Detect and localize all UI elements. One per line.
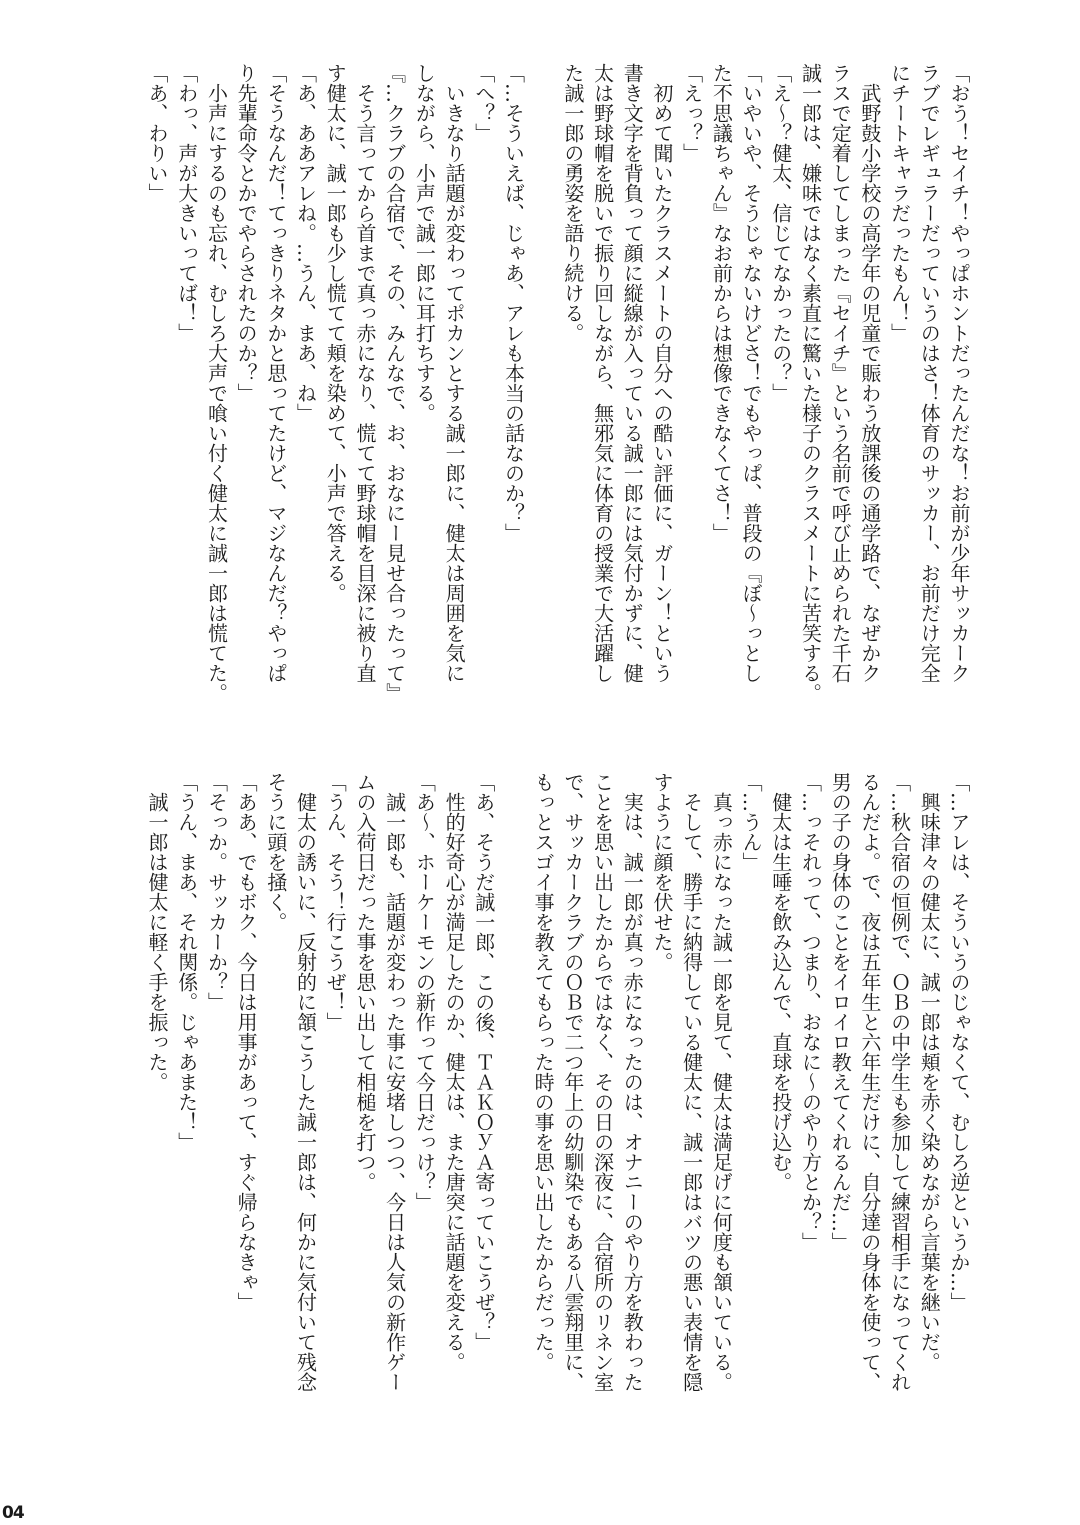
text-line: 『…クラブの合宿で、その、みんなで、お、おなにー見せ合ったって』 (382, 63, 407, 703)
text-line: 健太は生唾を飲み込んで、直球を投げ込む。 (768, 772, 793, 1192)
text-line: 「うん、まあ、それ関係。じゃあまた！」 (174, 772, 199, 1152)
text-line: 健太の誘いに、反射的に頷こうした誠一郎は、何かに気付いて残念 (293, 772, 318, 1392)
text-line (498, 772, 528, 1422)
text-line: にチートキャラだったもん！」 (887, 63, 912, 343)
text-line: ことを思い出したからではなく、その日の深夜に、合宿所のリネン室 (590, 772, 615, 1392)
text-line: 「いやいや、そうじゃないけどさ！でもやっぱ、普段の『ぼ～っとし (739, 63, 764, 683)
text-line: 性的好奇心が満足したのか、健太は、また唐突に話題を変える。 (442, 772, 467, 1372)
text-line: 「あ、ああアレね。…うん、まあ、ね」 (293, 63, 318, 423)
text-line: るんだよ。で、夜は五年生と六年生だけに、自分達の身体を使って、 (857, 772, 882, 1392)
text-line: ムの入荷日だった事を思い出して相槌を打つ。 (352, 772, 377, 1192)
text-line: 「そうなんだ！てっきりネタかと思ってたけど、マジなんだ？やっぱ (263, 63, 288, 683)
text-line: 興味津々の健太に、誠一郎は頬を赤く染めながら言葉を継いだ。 (917, 772, 942, 1372)
text-line: ラブでレギュラーだっていうのはさ！体育のサッカー、お前だけ完全 (917, 63, 942, 683)
text-line: 真っ赤になった誠一郎を見て、健太は満足げに何度も頷いている。 (709, 772, 734, 1392)
text-block-top (141, 63, 973, 713)
text-line: 太は野球帽を脱いで振り回しながら、無邪気に体育の授業で大活躍し (590, 63, 615, 683)
text-line: 誠一郎も、話題が変わった事に安堵しつつ、今日は人気の新作ゲー (382, 772, 407, 1392)
text-line: 「あ、そうだ誠一郎、この後、ＴＡＫＯｙＡ寄っていこうぜ？」 (471, 772, 496, 1352)
text-line: 男の子の身体のことをイロイロ教えてくれるんだ…」 (828, 772, 853, 1252)
text-line: り先輩命令とかでやらされたのか？」 (234, 63, 259, 403)
text-line: そして、勝手に納得している健太に、誠一郎はバツの悪い表情を隠 (679, 772, 704, 1392)
text-line: た誠一郎の勇姿を語り続ける。 (560, 63, 585, 343)
text-line: 書き文字を背負って顔に縦線が入っている誠一郎には気付かずに、健 (620, 63, 645, 683)
text-line: す健太に、誠一郎も少し慌てて頬を染めて、小声で答える。 (323, 63, 348, 603)
text-line: ラスで定着してしまった『セイチ』という名前で呼び止められた千石 (828, 63, 853, 683)
text-line: しながら、小声で誠一郎に耳打ちする。 (412, 63, 437, 423)
text-line: 誠一郎は健太に軽く手を振った。 (145, 772, 170, 1092)
text-line: もっとスゴイ事を教えてもらった時の事を思い出したからだった。 (531, 772, 556, 1372)
text-line: 誠一郎は、嫌味ではなく素直に驚いた様子のクラスメートに苦笑する。 (798, 63, 823, 703)
text-line: 「え～？健太、信じてなかったの？」 (768, 63, 793, 403)
text-line: そう言ってから首まで真っ赤になり、慌てて野球帽を目深に被り直 (352, 63, 377, 683)
text-line: 「おう！セイチ！やっぱホントだったんだな！お前が少年サッカーク (947, 63, 971, 683)
text-line: 武野鼓小学校の高学年の児童で賑わう放課後の通学路で、なぜかク (857, 63, 882, 683)
text-line: 「そっか。サッカーか？」 (204, 772, 229, 1012)
text-line: で、サッカークラブのＯＢで二つ年上の幼馴染でもある八雲翔里に、 (560, 772, 585, 1392)
text-line: いきなり話題が変わってポカンとする誠一郎に、健太は周囲を気に (442, 63, 467, 683)
text-line: 「えっ？」 (679, 63, 704, 163)
text-line (527, 63, 557, 713)
text-line: 「…そういえば、じゃあ、アレも本当の話なのか？」 (501, 63, 526, 543)
text-line: 実は、誠一郎が真っ赤になったのは、オナニーのやり方を教わった (620, 772, 645, 1392)
text-line: 「うん、そう！行こうぜ！」 (323, 772, 348, 1032)
text-line: た不思議ちゃん』なお前からは想像できなくてさ！」 (709, 63, 734, 543)
text-line: 「わっ、声が大きいってば！」 (174, 63, 199, 343)
text-line: 「あ、わりい」 (145, 63, 170, 203)
text-line: 「へ？」 (471, 63, 496, 143)
text-line: 「…っそれって、つまり、おなに～のやり方とか？」 (798, 772, 823, 1252)
text-line: 「…うん」 (739, 772, 764, 872)
text-line: 初めて聞いたクラスメートの自分への酷い評価に、ガーン！という (649, 63, 674, 683)
text-line: 「ああ、でもボク、今日は用事があって、すぐ帰らなきゃ」 (234, 772, 259, 1312)
text-line: 「…秋合宿の恒例で、ＯＢの中学生も参加して練習相手になってくれ (887, 772, 912, 1392)
text-line: 「…アレは、そういうのじゃなくて、むしろ逆というか…」 (947, 772, 971, 1312)
text-line: そうに頭を掻く。 (263, 772, 288, 932)
text-line: 小声にするのも忘れ、むしろ大声で喰い付く健太に誠一郎は慌てた。 (204, 63, 229, 703)
page-number: 04 (2, 1503, 24, 1523)
text-block-bottom (141, 772, 973, 1422)
text-line: 「あ～、ホーケーモンの新作って今日だっけ？」 (412, 772, 437, 1212)
text-line: すように顔を伏せた。 (649, 772, 674, 972)
